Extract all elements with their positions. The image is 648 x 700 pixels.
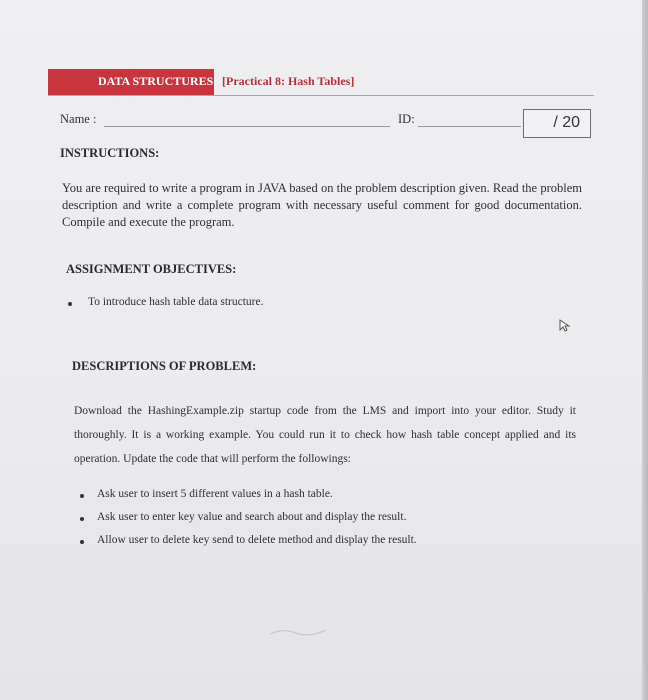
task-text: Allow user to delete key send to delete method and display the result. xyxy=(97,534,417,546)
problem-heading: DESCRIPTIONS OF PROBLEM: xyxy=(72,359,257,373)
pencil-smudge xyxy=(268,624,328,638)
problem-task-list xyxy=(80,488,417,557)
score-value: / 20 xyxy=(553,114,580,131)
bullet-icon xyxy=(80,540,84,544)
practical-title: [Practical 8: Hash Tables] xyxy=(222,74,355,88)
name-label: Name : xyxy=(60,112,97,126)
name-line xyxy=(104,126,390,127)
course-title: DATA STRUCTURES xyxy=(98,74,214,88)
bullet-icon xyxy=(80,517,84,521)
task-text: Ask user to insert 5 different values in a hash table. xyxy=(97,488,333,500)
course-banner xyxy=(48,69,214,95)
objectives-heading: ASSIGNMENT OBJECTIVES: xyxy=(66,262,237,276)
list-item xyxy=(80,534,417,557)
objectives-list xyxy=(68,296,263,308)
bullet-icon xyxy=(68,302,72,306)
bullet-icon xyxy=(80,494,84,498)
task-text: Ask user to enter key value and search about and display the result. xyxy=(97,511,407,523)
score-box xyxy=(523,109,591,138)
list-item xyxy=(68,296,263,308)
mouse-cursor-icon xyxy=(558,318,572,332)
objective-text: To introduce hash table data structure. xyxy=(88,296,264,308)
list-item xyxy=(80,488,417,511)
list-item xyxy=(80,511,417,534)
id-line xyxy=(418,126,521,127)
instructions-heading: INSTRUCTIONS: xyxy=(60,146,160,160)
document-header xyxy=(48,69,594,96)
instructions-text: You are required to write a program in JAVA based on the problem description given. Read the problem description and write a complete program with necessary useful comment for good documentation. Compile and execute the program. xyxy=(62,181,582,229)
page-edge xyxy=(642,0,648,700)
problem-text: Download the HashingExample.zip startup code from the LMS and import into your editor. Study it thoroughly. It is a working example. You could run it to check how hash table concept applied and its operation. Update the code that will perform the followings: xyxy=(74,405,576,465)
id-label: ID: xyxy=(398,112,415,126)
